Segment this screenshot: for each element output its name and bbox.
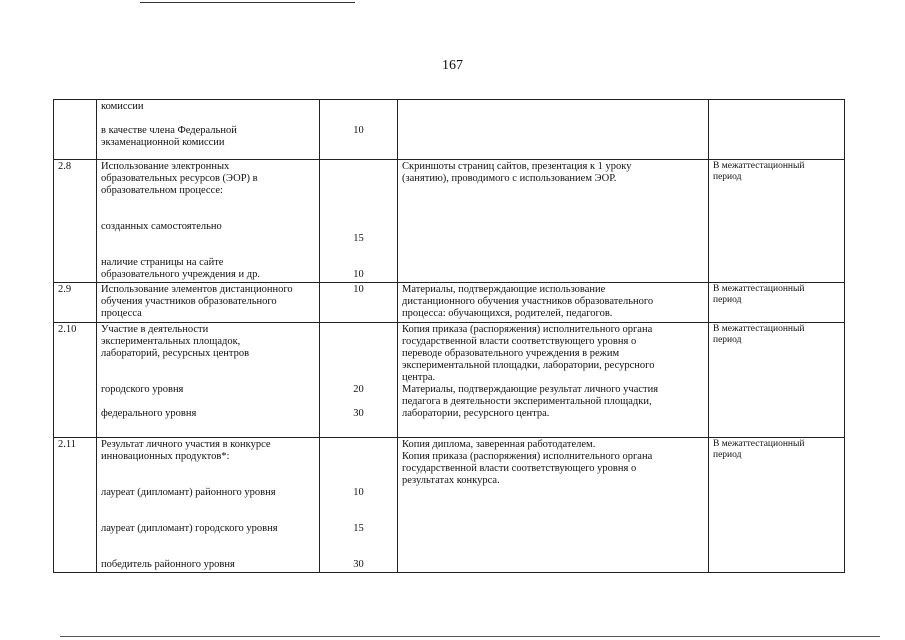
cell-text-line: В межаттестационный <box>713 284 805 294</box>
cell-text-line: 15 <box>353 523 364 534</box>
cell-text-line <box>324 197 393 209</box>
cell-text-line: 2.11 <box>58 439 76 450</box>
cell-text-line: Копия приказа (распоряжения) исполнительного органа <box>402 324 653 335</box>
cell-text-line: образовательном процессе: <box>101 185 223 196</box>
points-cell <box>320 283 398 323</box>
cell-text-line: 10 <box>353 284 364 295</box>
row-number-cell <box>54 323 97 438</box>
cell-text-line: Использование элементов дистанционного <box>101 284 293 295</box>
cell-text-line: 30 <box>353 408 364 419</box>
cell-text-line: победитель районного уровня <box>101 559 235 570</box>
cell-text-line: комиссии <box>101 101 144 112</box>
cell-text-line: 30 <box>353 559 364 570</box>
criteria-table <box>53 99 845 573</box>
points-cell <box>320 100 398 160</box>
cell-text-line: в качестве члена Федеральной <box>101 125 237 136</box>
cell-text-line <box>101 113 315 125</box>
cell-text-line: экзаменационной комиссии <box>101 137 225 148</box>
cell-text-line: результатах конкурса. <box>402 475 500 486</box>
cell-text-line: инновационных продуктов*: <box>101 451 230 462</box>
cell-text-line: В межаттестационный <box>713 439 805 449</box>
cell-text-line: государственной власти соответствующего уровня о <box>402 463 637 474</box>
cell-text-line: период <box>713 450 742 460</box>
cell-text-line: Материалы, подтверждающие использование <box>402 284 606 295</box>
points-cell <box>320 438 398 573</box>
cell-text-line <box>324 101 393 113</box>
period-cell <box>709 100 845 160</box>
cell-text-line <box>101 535 315 547</box>
cell-text-line: федерального уровня <box>101 408 197 419</box>
cell-text-line: созданных самостоятельно <box>101 221 222 232</box>
cell-text-line <box>324 173 393 185</box>
indicator-cell <box>97 323 320 438</box>
indicator-cell <box>97 100 320 160</box>
cell-text-line: Использование электронных <box>101 161 230 172</box>
cell-text-line <box>324 451 393 463</box>
cell-text-line <box>324 463 393 475</box>
cell-text-line: Копия приказа (распоряжения) исполнительного органа <box>402 451 653 462</box>
cell-text-line: Участие в деятельности <box>101 324 209 335</box>
indicator-cell <box>97 160 320 283</box>
cell-text-line: наличие страницы на сайте <box>101 257 224 268</box>
cell-text-line <box>324 257 393 269</box>
cell-text-line <box>101 233 315 245</box>
cell-text-line <box>101 245 315 257</box>
cell-text-line <box>324 336 393 348</box>
cell-text-line <box>324 439 393 451</box>
cell-text-line: (занятию), проводимого с использованием ЭОР. <box>402 173 617 184</box>
cell-text-line <box>101 209 315 221</box>
cell-text-line: городского уровня <box>101 384 184 395</box>
bottom-scan-line <box>60 636 880 637</box>
cell-text-line <box>324 360 393 372</box>
cell-text-line <box>324 161 393 173</box>
table-row <box>54 283 845 323</box>
cell-text-line: процесса <box>101 308 142 319</box>
cell-text-line <box>324 535 393 547</box>
page-number: 167 <box>442 58 463 73</box>
cell-text-line <box>324 547 393 559</box>
cell-text-line <box>101 396 315 408</box>
cell-text-line: центра. <box>402 372 436 383</box>
table-row <box>54 323 845 438</box>
cell-text-line: государственной власти соответствующего уровня о <box>402 336 637 347</box>
evidence-cell <box>398 100 709 160</box>
cell-text-line <box>324 113 393 125</box>
cell-text-line: экспериментальных площадок, <box>101 336 241 347</box>
cell-text-line: лаборатории, ресурсного центра. <box>402 408 550 419</box>
cell-text-line <box>324 209 393 221</box>
cell-text-line: 20 <box>353 384 364 395</box>
table-row <box>54 438 845 573</box>
cell-text-line <box>324 324 393 336</box>
period-cell <box>709 283 845 323</box>
evidence-cell <box>398 323 709 438</box>
cell-text-line: Скриншоты страниц сайтов, презентация к 1 уроку <box>402 161 632 172</box>
cell-text-line: обучения участников образовательного <box>101 296 277 307</box>
cell-text-line <box>324 475 393 487</box>
cell-text-line: процесса: обучающихся, родителей, педагогов. <box>402 308 613 319</box>
cell-text-line: 10 <box>353 125 364 136</box>
cell-text-line <box>324 396 393 408</box>
cell-text-line: В межаттестационный <box>713 161 805 171</box>
cell-text-line: образовательных ресурсов (ЭОР) в <box>101 173 258 184</box>
cell-text-line <box>58 101 92 113</box>
indicator-cell <box>97 438 320 573</box>
cell-text-line: педагога в деятельности экспериментальной площадки, <box>402 396 652 407</box>
cell-text-line: период <box>713 295 742 305</box>
cell-text-line: экспериментальной площадки, лаборатории, ресурсного <box>402 360 655 371</box>
cell-text-line <box>324 499 393 511</box>
cell-text-line: образовательного учреждения и др. <box>101 269 260 280</box>
top-scan-line <box>140 2 355 3</box>
cell-text-line: 2.10 <box>58 324 77 335</box>
row-number-cell <box>54 283 97 323</box>
cell-text-line: период <box>713 335 742 345</box>
cell-text-line <box>324 245 393 257</box>
cell-text-line <box>101 372 315 384</box>
cell-text-line <box>324 511 393 523</box>
period-cell <box>709 160 845 283</box>
cell-text-line: 2.9 <box>58 284 72 295</box>
cell-text-line: переводе образовательного учреждения в режим <box>402 348 620 359</box>
points-cell <box>320 160 398 283</box>
indicator-cell <box>97 283 320 323</box>
cell-text-line: лауреат (дипломант) районного уровня <box>101 487 276 498</box>
cell-text-line <box>324 348 393 360</box>
table-row <box>54 160 845 283</box>
table-row <box>54 100 845 160</box>
cell-text-line <box>101 499 315 511</box>
row-number-cell <box>54 100 97 160</box>
cell-text-line: лабораторий, ресурсных центров <box>101 348 250 359</box>
cell-text-line <box>324 221 393 233</box>
cell-text-line: Результат личного участия в конкурсе <box>101 439 271 450</box>
cell-text-line <box>101 197 315 209</box>
cell-text-line: 10 <box>353 487 364 498</box>
points-cell <box>320 323 398 438</box>
cell-text-line: лауреат (дипломант) городского уровня <box>101 523 278 534</box>
cell-text-line <box>101 511 315 523</box>
cell-text-line: В межаттестационный <box>713 324 805 334</box>
period-cell <box>709 323 845 438</box>
cell-text-line <box>101 475 315 487</box>
cell-text-line <box>324 185 393 197</box>
cell-text-line: период <box>713 172 742 182</box>
cell-text-line: Материалы, подтверждающие результат личного участия <box>402 384 659 395</box>
row-number-cell <box>54 438 97 573</box>
evidence-cell <box>398 283 709 323</box>
period-cell <box>709 438 845 573</box>
evidence-cell <box>398 160 709 283</box>
cell-text-line: 15 <box>353 233 364 244</box>
cell-text-line: дистанционного обучения участников образовательного <box>402 296 654 307</box>
evidence-cell <box>398 438 709 573</box>
row-number-cell <box>54 160 97 283</box>
cell-text-line: 10 <box>353 269 364 280</box>
cell-text-line: Копия диплома, заверенная работодателем. <box>402 439 596 450</box>
cell-text-line <box>324 372 393 384</box>
cell-text-line: 2.8 <box>58 161 72 172</box>
cell-text-line <box>101 547 315 559</box>
cell-text-line <box>101 463 315 475</box>
cell-text-line <box>101 360 315 372</box>
